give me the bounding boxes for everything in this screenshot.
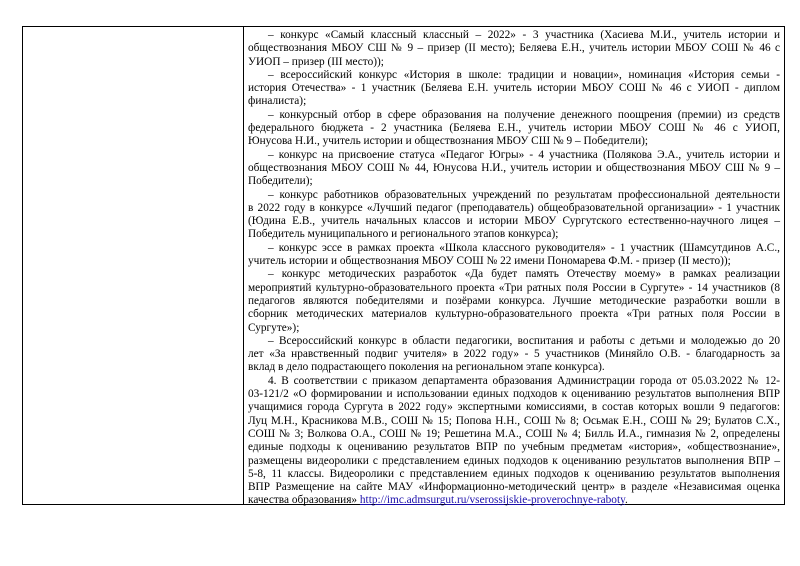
paragraph-line: лет «За нравственный подвиг учителя» в 2022 году» - 5 участников (Миняйло О.В. - благодарность за (248, 348, 780, 361)
paragraph-line: размещены видеоролики с представлением единых подходов к оцениванию результатов выполнения ВПР – (248, 454, 780, 467)
paragraph-line: финалиста); (248, 95, 307, 108)
paragraph-line: сборник методических материалов культурно-образовательного проекта «Три ратных поля России в (248, 308, 780, 321)
paragraph-line: ВПР Размещение на сайте МАУ «Информационно-методический центр» в разделе «Независимая оценка (248, 481, 780, 494)
vpr-link[interactable]: http://imc.admsurgut.ru/vserossijskie-proverochnye-raboty (359, 494, 626, 507)
paragraph-line: – конкурс работников образовательных учреждений по результатам профессиональной деятельности (268, 188, 780, 201)
paragraph-line: Луц М.Н., Красникова М.В., СОШ № 15; Попова Н.Н., СОШ № 8; Осьмак Е.Н., СОШ № 29; Булатов С.Х., (248, 414, 780, 427)
final-line-suffix: . (625, 494, 628, 507)
paragraph-line: Победители); (248, 175, 313, 188)
paragraph-line: – конкурс эссе в рамках проекта «Школа классного руководителя» - 1 участник (Шамсутдинов А.С., (268, 241, 780, 254)
paragraph-line: (Юдина Е.В., учитель начальных классов и истории МБОУ Сургутского естественно-научного лицея – (248, 215, 780, 228)
paragraph-line: СОШ № 3; Волкова О.А., СОШ № 19; Решетина М.А., СОШ № 4; Билль И.А., гимназия № 2, определены (248, 427, 780, 440)
paragraph-line: – конкурсный отбор в сфере образования на получение денежного поощрения (премии) из средств (268, 108, 780, 121)
paragraph-line: обществознания МБОУ СОШ № 44, Юнусова Н.И., учитель истории и обществознания МБОУ СШ № 9 – (248, 161, 780, 174)
paragraph-line: в 2022 году в конкурсе «Лучший педагог (преподаватель) общеобразовательной организации» - 1 участник (248, 201, 780, 214)
paragraph-line: мероприятий культурно-образовательного проекта «Три ратных поля России в Сургуте» - 14 участников (8 (248, 281, 780, 294)
paragraph-line: 03-121/2 «О формировании и использовании единых подходов к оцениванию результатов выполнения ВПР (248, 388, 780, 401)
paragraph-line: Юнусова Н.И., учитель истории и обществознания МБОУ СШ № 9 – Победители); (248, 135, 649, 148)
paragraph-line: 5-8, 11 классы. Видеоролики с представлением единых подходов к оцениванию результатов выполнения (248, 467, 780, 480)
paragraph-line: федерального бюджета - 2 участника (Беляева Е.Н., учитель истории МБОУ СОШ № 46 с УИОП, (248, 122, 780, 135)
paragraph-line: УИОП – призер (III место)); (248, 55, 384, 68)
paragraph-line: вклад в дело подрастающего поколения на региональном этапе конкурса). (248, 361, 605, 374)
paragraph-line: Сургуте»); (248, 321, 300, 334)
paragraph-line: – конкурс на присвоение статуса «Педагог Югры» - 4 участника (Полякова Э.А., учитель истории и (268, 148, 780, 161)
paragraph-line: учитель истории и обществознания МБОУ СОШ № 22 имени Пономарева Ф.М. - призер (II место)); (248, 255, 731, 268)
paragraph-line: – всероссийский конкурс «История в школе: традиции и новации», номинация «История семьи - (268, 68, 780, 81)
paragraph-line: 4. В соответствии с приказом департамента образования Администрации города от 05.03.2022 № 12- (268, 374, 780, 387)
paragraph-line: единые подходы к оцениванию результатов ВПР по учебным предметам «история», «обществознание», (248, 441, 780, 454)
paragraph-line: обществознания МБОУ СШ № 9 – призер (II место); Беляева Е.Н., учитель истории МБОУ СОШ № 46 с (248, 42, 780, 55)
paragraph-final-line (248, 494, 780, 507)
paragraph-line: Победитель муниципального и регионального этапов конкурса); (248, 228, 559, 241)
paragraph-line: педагогов являются победителями и позёрами конкурса. Лучшие методические разработки вошли в (248, 294, 780, 307)
paragraph-line: – конкурс «Самый классный классный – 2022» - 3 участника (Хасиева М.И., учитель истории и (268, 29, 780, 41)
document-table (22, 26, 785, 505)
paragraph-line: – конкурс методических разработок «Да будет память Отечеству моему» в рамках реализации (268, 268, 780, 281)
table-cell-content (244, 27, 784, 507)
table-cell-left-empty (23, 27, 244, 504)
paragraph-line: учащимися города Сургута в 2022 году» экспертными комиссиями, в состав которых вошли 9 педагогов: (248, 401, 780, 414)
paragraph-line: – Всероссийский конкурс в области педагогики, воспитания и работы с детьми и молодежью до 20 (268, 334, 780, 347)
paragraph-line: история Отечества» - 1 участник (Беляева Е.Н. учитель истории МБОУ СОШ № 46 с УИОП - диплом (248, 82, 780, 95)
final-line-text: качества образования» (248, 494, 360, 507)
